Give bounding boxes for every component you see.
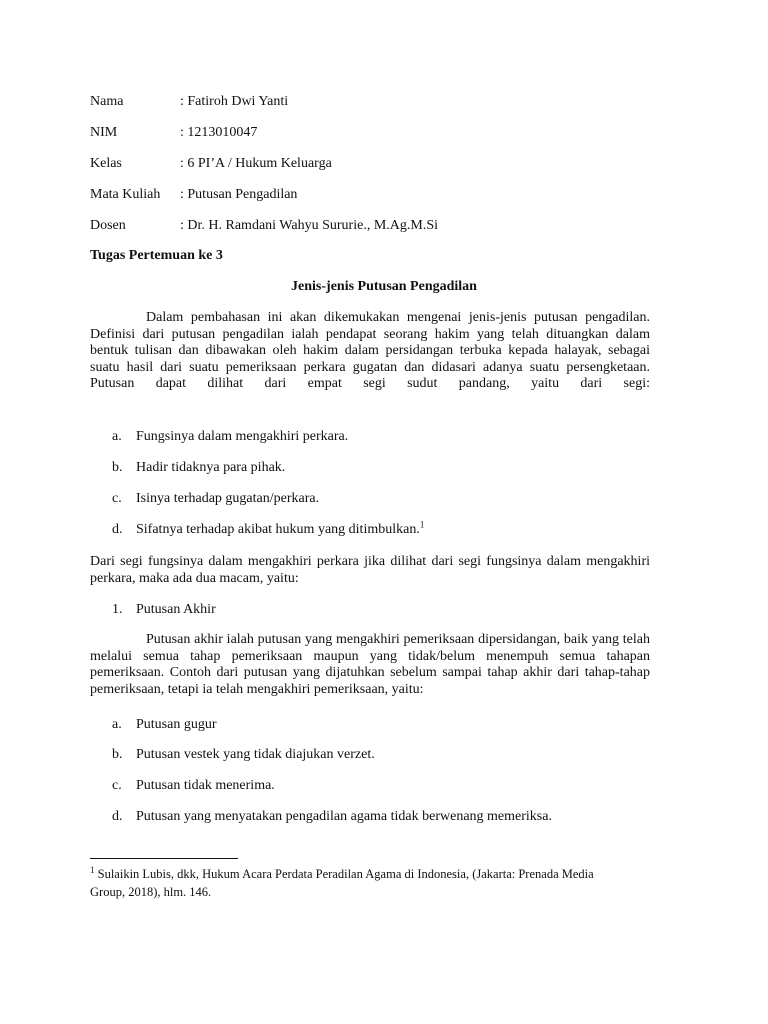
paragraph-line: Dari segi fungsinya dalam mengakhiri perkara jika dilihat dari segi fungsinya dalam mengakhiri [90,554,650,569]
footnote-line: Group, 2018), hlm. 146. [90,885,212,899]
paragraph-line: Dalam pembahasan ini akan dikemukakan mengenai jenis-jenis putusan pengadilan. [146,310,650,325]
info-value: : Putusan Pengadilan [180,187,298,202]
intro-paragraph [90,310,650,393]
info-label: Dosen [90,218,126,233]
paragraph-line: pemeriksaan, tetapi ia telah mengakhiri pemeriksaan, yaitu: [90,681,424,697]
list-item: Putusan tidak menerima. [136,778,275,793]
list-marker: b. [112,747,123,762]
list-item: Putusan gugur [136,717,217,732]
list-marker: b. [112,460,123,475]
info-label: Mata Kuliah [90,187,161,202]
paragraph-line: pemeriksaan. Contoh dari putusan yang dijatuhkan sebelum sampai tahap akhir dari tahap-tahap [90,665,650,680]
footnote-separator [90,858,238,859]
list-marker: a. [112,429,122,444]
footnote-reference[interactable]: 1 [419,519,425,530]
list-item: Isinya terhadap gugatan/perkara. [136,491,320,506]
list-marker: c. [112,778,122,793]
paragraph-line: perkara, maka ada dua macam, yaitu: [90,570,299,586]
paragraph-line: suatu hasil dari suatu pemeriksaan perkara gugatan dan didasari adanya suatu persengketaan. [90,359,650,375]
list-item: Putusan vestek yang tidak diajukan verzet. [136,747,375,762]
info-label: NIM [90,125,118,140]
list-item: Putusan yang menyatakan pengadilan agama tidak berwenang memeriksa. [136,809,552,824]
list-marker: d. [112,522,123,537]
list-item-text: Sifatnya terhadap akibat hukum yang ditimbulkan. [136,522,420,537]
list-item: Fungsinya dalam mengakhiri perkara. [136,429,349,444]
footnote-text: Sulaikin Lubis, dkk, Hukum Acara Perdata Peradilan Agama di Indonesia, (Jakarta: Prenada Media [97,867,594,881]
paragraph-line: Putusan akhir ialah putusan yang mengakhiri pemeriksaan dipersidangan, baik yang telah [146,632,650,647]
info-label: Nama [90,94,124,109]
numbered-heading: Putusan Akhir [136,602,216,617]
paragraph-line: bentuk tulisan dan dibawakan oleh hakim dalam persidangan terbuka kepada halayak, sebagai [90,343,650,358]
info-label: Kelas [90,156,122,171]
list-marker: a. [112,717,122,732]
info-value: : 1213010047 [180,125,258,140]
footnote-line [90,865,650,883]
list-marker: c. [112,491,122,506]
paragraph-line: melalui semua tahap pemeriksaan maupun yang tidak/belum menempuh semua tahapan [90,648,650,664]
list-item: Hadir tidaknya para pihak. [136,460,286,475]
final-paragraph [90,632,650,698]
assignment-title: Tugas Pertemuan ke 3 [90,248,223,263]
footnote [90,865,650,901]
document-title: Jenis-jenis Putusan Pengadilan [291,279,477,294]
numbered-marker: 1. [112,602,123,617]
info-value: : Fatiroh Dwi Yanti [180,94,289,109]
paragraph-line: Putusan dapat dilihat dari empat segi sudut pandang, yaitu dari segi: [90,376,650,391]
list-marker: d. [112,809,123,824]
info-value: : Dr. H. Ramdani Wahyu Sururie., M.Ag.M.Si [180,218,438,233]
list-item [136,521,424,539]
info-value: : 6 PI’A / Hukum Keluarga [180,156,332,171]
footnote-number: 1 [90,864,95,875]
paragraph-line: Definisi dari putusan pengadilan ialah pendapat seorang hakim yang telah dituangkan dalam [90,326,650,342]
function-paragraph [90,554,650,587]
